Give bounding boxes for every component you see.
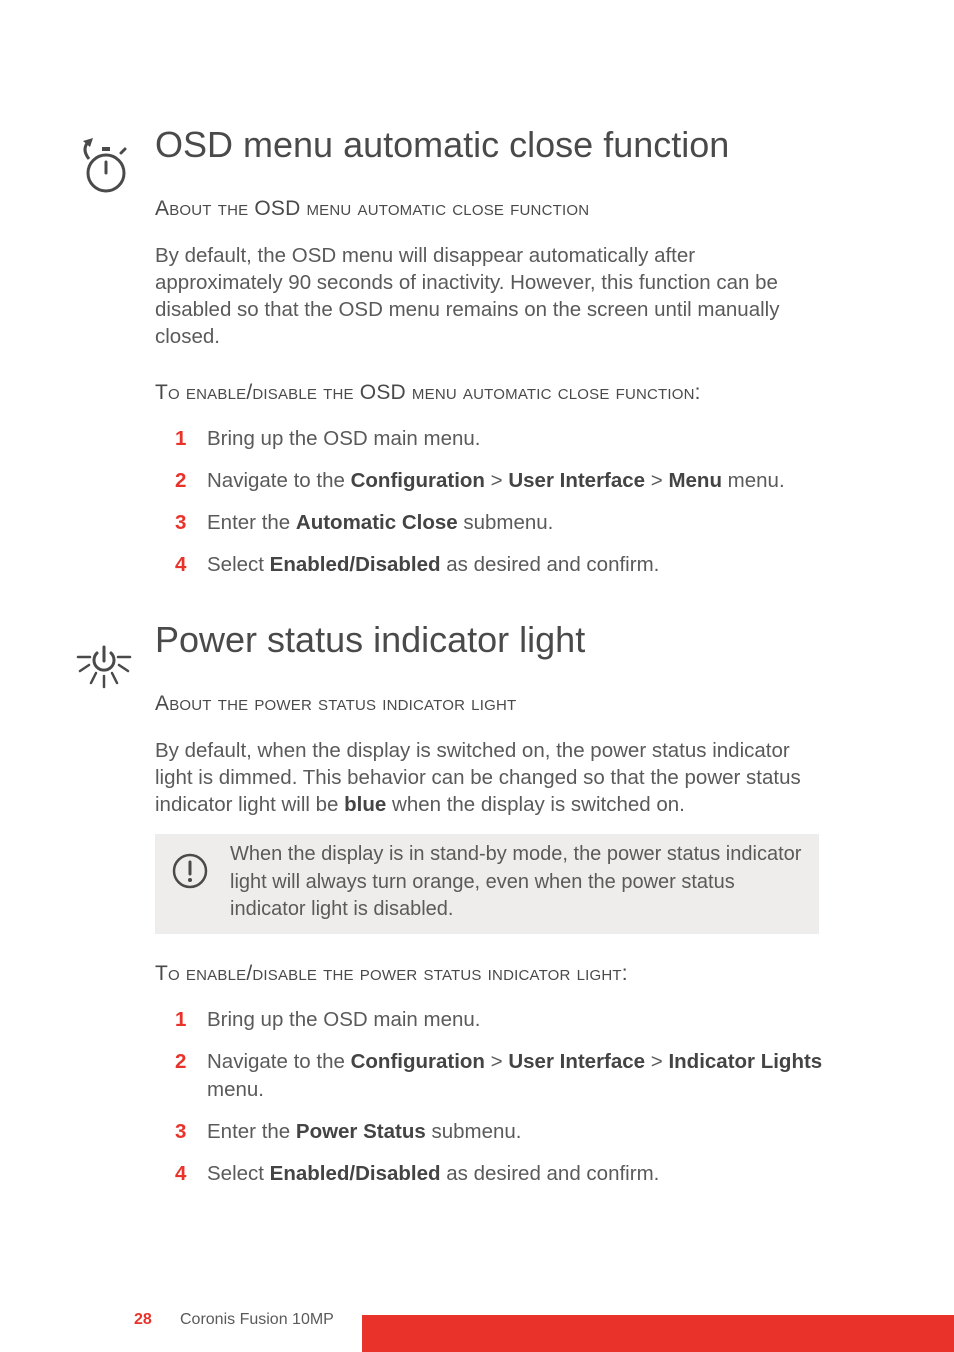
power-light-icon xyxy=(76,643,132,689)
exclamation-icon xyxy=(172,853,208,893)
step-text: submenu. xyxy=(425,1120,522,1143)
list-item xyxy=(155,425,825,453)
step-text: as desired and confirm. xyxy=(440,1162,660,1185)
blue-keyword: blue xyxy=(344,793,387,816)
step-number: 2 xyxy=(175,1050,187,1073)
step-text: submenu. xyxy=(457,511,554,534)
step-number: 1 xyxy=(175,427,187,450)
step-text: Enter the xyxy=(207,1120,296,1143)
note-box xyxy=(155,834,819,934)
step-text: menu. xyxy=(721,469,785,492)
menu-path-item: Automatic Close xyxy=(295,511,458,534)
list-item xyxy=(155,1118,825,1146)
menu-path-item: User Interface xyxy=(508,1050,646,1073)
step-text: Bring up the OSD main menu. xyxy=(207,1008,481,1031)
about-power-text xyxy=(155,737,825,818)
step-number: 1 xyxy=(175,1008,187,1031)
about-power-text-part: By default, when the display is switched on, the power status indicator light is dimmed. This behavior can be changed so that the power status indicator light will be xyxy=(155,739,801,816)
step-text: Enter the xyxy=(207,511,296,534)
list-item xyxy=(155,509,825,537)
menu-path-item: Enabled/Disabled xyxy=(269,1162,441,1185)
list-item xyxy=(155,1160,825,1188)
step-text: Select xyxy=(207,553,270,576)
path-separator: > xyxy=(484,469,509,492)
menu-path-item: Configuration xyxy=(350,1050,485,1073)
step-text: Navigate to the xyxy=(207,1050,351,1073)
section-title-power: Power status indicator light xyxy=(155,619,586,660)
about-osd-heading: About the OSD menu automatic close function xyxy=(155,197,590,220)
list-item xyxy=(155,551,825,579)
list-item xyxy=(155,1006,825,1034)
path-separator: > xyxy=(645,469,669,492)
step-number: 3 xyxy=(175,511,187,534)
osd-steps-list xyxy=(155,425,825,593)
product-name: Coronis Fusion 10MP xyxy=(180,1311,334,1328)
step-number: 4 xyxy=(175,1162,187,1185)
menu-path-item: Menu xyxy=(668,469,722,492)
list-item xyxy=(155,467,825,495)
footer-accent-bar xyxy=(362,1315,954,1352)
note-text: When the display is in stand-by mode, the power status indicator light will always turn orange, even when the power status indicator light is disabled. xyxy=(230,843,802,920)
howto-power-heading: To enable/disable the power status indicator light: xyxy=(155,962,628,985)
about-osd-text: By default, the OSD menu will disappear automatically after approximately 90 seconds of inactivity. However, this function can be disabled so that the OSD menu remains on the screen until manually closed. xyxy=(155,244,780,348)
power-steps-list xyxy=(155,1006,825,1202)
step-text: as desired and confirm. xyxy=(440,553,660,576)
howto-osd-heading: To enable/disable the OSD menu automatic close function: xyxy=(155,381,701,404)
step-text: menu. xyxy=(207,1078,264,1101)
menu-path-item: Enabled/Disabled xyxy=(269,553,441,576)
path-separator: > xyxy=(484,1050,509,1073)
step-text: Select xyxy=(207,1162,270,1185)
stopwatch-icon xyxy=(75,135,131,195)
step-number: 3 xyxy=(175,1120,187,1143)
step-number: 2 xyxy=(175,469,187,492)
path-separator: > xyxy=(645,1050,669,1073)
menu-path-item: Configuration xyxy=(350,469,485,492)
step-text: Bring up the OSD main menu. xyxy=(207,427,481,450)
menu-path-item: User Interface xyxy=(508,469,646,492)
list-item xyxy=(155,1048,825,1104)
about-power-text-part: when the display is switched on. xyxy=(386,793,685,816)
section-title-osd: OSD menu automatic close function xyxy=(155,124,730,165)
page-number: 28 xyxy=(134,1311,152,1328)
step-text: Navigate to the xyxy=(207,469,351,492)
menu-path-item: Power Status xyxy=(295,1120,426,1143)
step-number: 4 xyxy=(175,553,187,576)
about-power-heading: About the power status indicator light xyxy=(155,692,517,715)
menu-path-item: Indicator Lights xyxy=(668,1050,823,1073)
